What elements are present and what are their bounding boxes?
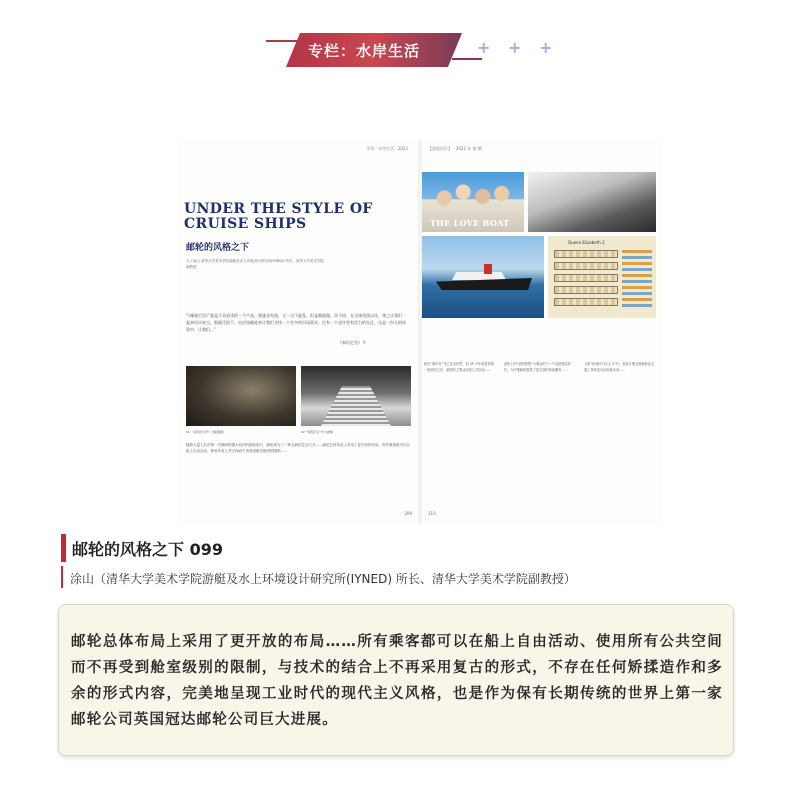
left-page-number: 209 xyxy=(404,511,412,516)
article-title: 邮轮的风格之下 099 xyxy=(72,540,223,559)
spread-quote-source: 《泰坦尼克》节 xyxy=(338,340,366,345)
right-page-number: 210 xyxy=(428,511,436,516)
deck-level xyxy=(554,274,618,282)
plus-decoration: + + + xyxy=(477,38,559,57)
deck-level xyxy=(554,298,618,306)
spread-quote: “《邮轮后宫》”就是大众追求的一个产品，要逐步发展，又一点不能乱，但是都能做，而不同，在全球范围以往，使之让我们一起来经历每当，那就代很不。由法国邮轮来让我们寻找一个更多的市场需求，还有一个也许更有活力的在区，这是一份人的体验中，让我们…” xyxy=(186,313,407,332)
banner-line-right xyxy=(452,58,482,60)
left-running-head: 学刊 · 水岸生活 · 2022 xyxy=(366,146,408,151)
column-banner xyxy=(286,33,462,67)
deck-level xyxy=(554,262,618,270)
love-boat-photo xyxy=(422,172,524,232)
cast-faces xyxy=(432,180,514,210)
deck-passengers-photo xyxy=(528,172,656,232)
photo-caption-1: 01 《泰坦尼克号》电影剧照 xyxy=(186,430,224,434)
right-body-column-3: 又如“伊丽莎白女王 2”号，其设计理念将邮轮从交通工具转变为目的地本身…… xyxy=(584,362,655,372)
right-page xyxy=(422,140,662,524)
right-body-column-1: 船员“海尔号”号已在全世界，但 35 个年轮投资第一是使用之后，邮轮的主要活动是公共空间…… xyxy=(424,362,494,372)
love-boat-title: THE LOVE BOAT xyxy=(430,218,510,228)
deck-plan-title: Queen Elizabeth 2 xyxy=(568,240,605,245)
ship-funnel xyxy=(484,264,492,274)
deck-plan-illustration xyxy=(548,236,656,318)
summary-text: 邮轮总体布局上采用了更开放的布局……所有乘客都可以在船上自由活动、使用所有公共空间而不再受到舱室级别的限制，与技术的结合上不再采用复古的形式，不存在任何矫揉造作和多余的形式内容，完美地呈现工业时代的现代主义风格，也是作为保有长期传统的世界上第一家邮轮公司英国冠达邮轮公司巨大进展。 xyxy=(71,634,723,728)
deck-plan-legend xyxy=(622,250,652,310)
right-running-head: 【游轮设计】 · 2022 年 第 期 xyxy=(428,146,482,151)
article-author: 涂山（清华大学美术学院游艇及水上环境设计研究所(IYNED) 所长、清华大学美术学院副教授） xyxy=(70,572,576,586)
deck-level xyxy=(554,250,618,258)
grand-staircase-photo xyxy=(301,366,411,426)
ocean-liner-photo xyxy=(422,236,544,318)
deck-level xyxy=(554,286,618,294)
spread-byline: 文 / 涂山 清华大学美术学院游艇及水上环境设计研究所(IYNED) 所长、清华大学美术学院副教授 xyxy=(186,259,325,269)
article-title-accent xyxy=(61,534,66,562)
staircase-shape xyxy=(321,386,391,426)
titanic-movie-photo xyxy=(186,366,296,426)
right-body-column-2: 游轮上的“爱的旅程”为观众的下一个活跃娱乐时代，为中型邮轮提供了更全面的休闲服务…… xyxy=(504,362,572,372)
spread-subtitle: 邮轮的风格之下 xyxy=(186,243,250,253)
photo-caption-2: 02 “泰坦尼克”号大楼梯 xyxy=(301,430,333,434)
ship-superstructure xyxy=(452,272,506,280)
spread-title: UNDER THE STYLE OF CRUISE SHIPS xyxy=(184,201,373,232)
summary-box xyxy=(58,604,734,756)
left-page xyxy=(178,140,418,524)
left-body-text: 随着大量人们对第一次横跨跨越大西洋的邮轮旅行，邮轮成为了一种全新的生活方式……邮轮总体布局上采用了更开放的布局，所有乘客都可以在船上自由活动、使用所有公共空间而不再受到舱室级别的限制…… xyxy=(186,443,410,453)
author-accent xyxy=(61,566,63,588)
banner-title: 专栏：水岸生活 xyxy=(308,42,421,60)
magazine-spread-image xyxy=(178,140,662,524)
